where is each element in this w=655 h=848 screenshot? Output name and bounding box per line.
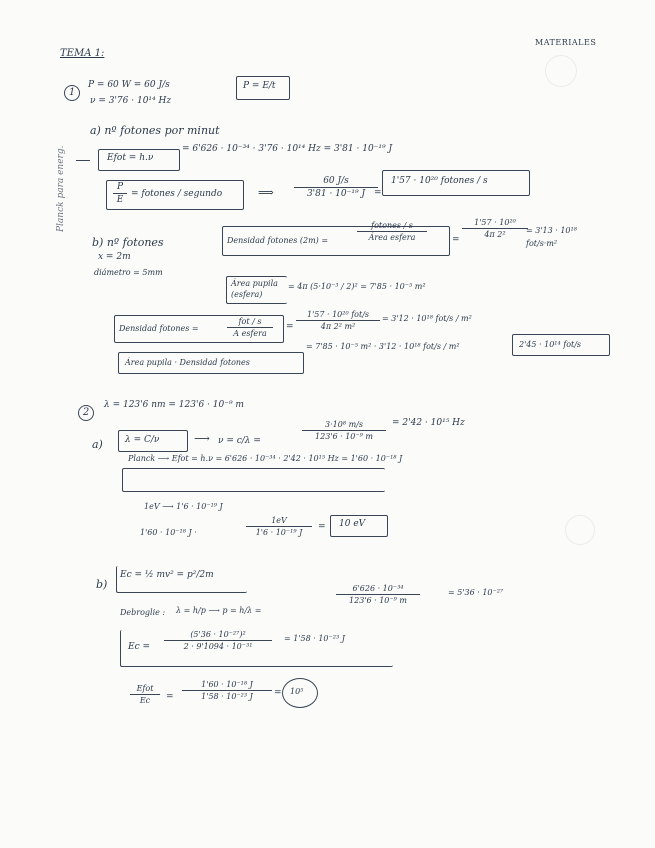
freq-relation: λ = C/ν xyxy=(125,435,160,445)
density-box xyxy=(222,221,450,256)
rate-formula-box xyxy=(106,180,244,210)
ratio-calc-fraction xyxy=(182,680,272,701)
ev-result-box xyxy=(330,515,388,537)
freq-relation-box xyxy=(118,430,188,452)
density2-calc-denominator: 4π 2² m² xyxy=(320,322,356,331)
ratio-result: 10⁵ xyxy=(290,687,304,696)
equals-sign: = xyxy=(166,692,174,702)
ev-conversion: 1eV ⟶ 1'6 · 10⁻¹⁹ J xyxy=(144,502,223,511)
ec-result: = 1'58 · 10⁻²³ J xyxy=(284,634,345,643)
ratio-calc-numerator: 1'60 · 10⁻¹⁸ J xyxy=(201,680,253,689)
pupil-area-box xyxy=(226,276,287,304)
power-given: P = 60 W = 60 J/s xyxy=(88,80,170,90)
density2-numerator: fot / s xyxy=(238,317,262,326)
part-b-label: b) xyxy=(96,578,108,591)
equals-sign: = xyxy=(318,522,326,532)
density-numerator: fotones / s xyxy=(371,221,413,230)
part-a-label: a) xyxy=(92,438,103,451)
ec-numerator: (5'36 · 10⁻²⁷)² xyxy=(190,630,246,639)
product-result: 2'45 · 10¹⁴ fot/s xyxy=(519,340,582,349)
rate-calc-denominator: 3'81 · 10⁻¹⁹ J xyxy=(306,189,366,199)
density2-fraction xyxy=(227,317,273,338)
relation-arrow: ⟶ xyxy=(194,432,210,445)
density-lhs: Densidad fotones (2m) = xyxy=(227,236,329,245)
ec-label: Ec = xyxy=(128,642,151,652)
debroglie-label: Debroglie : xyxy=(120,608,166,617)
density2-calc-fraction xyxy=(296,310,380,331)
energy-formula: Efot = h.ν xyxy=(107,153,154,163)
density-calc-fraction xyxy=(462,218,528,239)
materials-label: MATERIALES xyxy=(535,38,597,47)
bleed-through-mark xyxy=(545,55,577,87)
freq-numerator: 3·10⁸ m/s xyxy=(325,420,363,429)
ev-calc-lhs: 1'60 · 10⁻¹⁸ J · xyxy=(140,528,197,537)
density-calc-denominator: 4π 2² xyxy=(484,230,506,239)
ec-fraction xyxy=(164,630,272,651)
ratio-result-circle xyxy=(282,678,318,708)
density2-denominator: A esfera xyxy=(233,329,267,338)
rate-calc-numerator: 60 J/s xyxy=(323,176,349,186)
distance-given: x = 2m xyxy=(98,252,131,262)
part-b-title: b) nº fotones xyxy=(92,236,164,249)
pupil-area-label: Área pupila (esfera) xyxy=(231,279,278,299)
product-result-box xyxy=(512,334,610,356)
ratio-fraction xyxy=(130,684,160,705)
momentum-result: = 5'36 · 10⁻²⁷ xyxy=(448,588,504,597)
ev-denominator: 1'6 · 10⁻¹⁹ J xyxy=(255,528,303,537)
frequency-given: ν = 3'76 · 10¹⁴ Hz xyxy=(90,96,172,106)
problem-2-number: 2 xyxy=(78,405,94,421)
ratio-calc-denominator: 1'58 · 10⁻²³ J xyxy=(201,692,253,701)
ratio-denominator: Ec xyxy=(139,696,151,705)
equals-sign: = xyxy=(452,235,460,245)
density-fraction xyxy=(357,221,427,242)
arrow-mark xyxy=(76,160,90,161)
density2-label: Densidad fotones = xyxy=(119,324,199,333)
power-formula-box xyxy=(236,76,290,100)
rate-denominator: E xyxy=(116,195,124,205)
rate-result-box xyxy=(382,170,530,196)
ev-result: 10 eV xyxy=(339,519,366,529)
momentum-fraction xyxy=(336,584,420,605)
density-denominator: Área esfera xyxy=(368,233,416,242)
planck-line: Planck ⟶ Efot = h.ν = 6'626 · 10⁻³⁴ · 2'42 · 10¹⁵ Hz = 1'60 · 10⁻¹⁸ J xyxy=(128,454,403,463)
freq-result: = 2'42 · 10¹⁵ Hz xyxy=(392,418,465,428)
wavelength-given: λ = 123'6 nm = 123'6 · 10⁻⁹ m xyxy=(104,400,244,410)
debroglie-relation: λ = h/p ⟶ p = h/λ = xyxy=(176,606,262,615)
bleed-through-mark xyxy=(565,515,595,545)
momentum-numerator: 6'626 · 10⁻³⁴ xyxy=(352,584,404,593)
density-result: = 3'13 · 10¹⁸ fot/s·m² xyxy=(526,226,577,248)
ec-denominator: 2 · 9'1094 · 10⁻³¹ xyxy=(183,642,253,651)
density2-result: = 3'12 · 10¹⁸ fot/s / m² xyxy=(382,314,472,323)
implies-arrow: ⟹ xyxy=(258,186,274,199)
density-calc-numerator: 1'57 · 10²⁰ xyxy=(474,218,516,227)
rate-calc-fraction xyxy=(294,176,378,199)
rate-fraction xyxy=(113,182,127,205)
ratio-numerator: Efot xyxy=(136,684,154,693)
kinetic-formula: Ec = ½ mv² = p²/2m xyxy=(120,570,214,580)
momentum-denominator: 123'6 · 10⁻⁹ m xyxy=(349,596,407,605)
energy-calculation: = 6'626 · 10⁻³⁴ · 3'76 · 10¹⁴ Hz = 3'81 · 10⁻¹⁹ J xyxy=(182,144,393,154)
product-box xyxy=(118,352,304,374)
freq-fraction xyxy=(302,420,386,441)
ev-fraction xyxy=(246,516,312,537)
planck-side-note: Planck para energ. xyxy=(56,145,66,232)
part-a-title: a) nº fotones por minut xyxy=(90,124,220,137)
product-calc: = 7'85 · 10⁻⁵ m² · 3'12 · 10¹⁸ fot/s / m² xyxy=(306,342,460,351)
rate-result: 1'57 · 10²⁰ fotones / s xyxy=(391,176,488,186)
freq-lhs: ν = c/λ = xyxy=(218,436,261,446)
rate-rhs: = fotones / segundo xyxy=(131,189,223,199)
equals-sign: = xyxy=(374,188,382,198)
pupil-area-calc: = 4π (5·10⁻³ / 2)² = 7'85 · 10⁻⁵ m² xyxy=(288,282,426,291)
product-label: Área pupila · Densidad fotones xyxy=(125,358,250,367)
freq-denominator: 123'6 · 10⁻⁹ m xyxy=(315,432,373,441)
power-formula: P = E/t xyxy=(243,81,276,91)
energy-formula-box xyxy=(98,149,180,171)
density2-box xyxy=(114,315,284,343)
tema-title: TEMA 1: xyxy=(60,48,105,59)
ev-numerator: 1eV xyxy=(271,516,287,525)
density2-calc-numerator: 1'57 · 10²⁰ fot/s xyxy=(306,310,370,319)
equals-sign: = xyxy=(274,688,282,698)
equals-sign: = xyxy=(286,322,294,332)
diameter-given: diámetro = 5mm xyxy=(94,268,163,277)
rate-numerator: P xyxy=(116,182,124,192)
planck-box xyxy=(122,468,385,492)
problem-1-number: 1 xyxy=(64,85,80,101)
